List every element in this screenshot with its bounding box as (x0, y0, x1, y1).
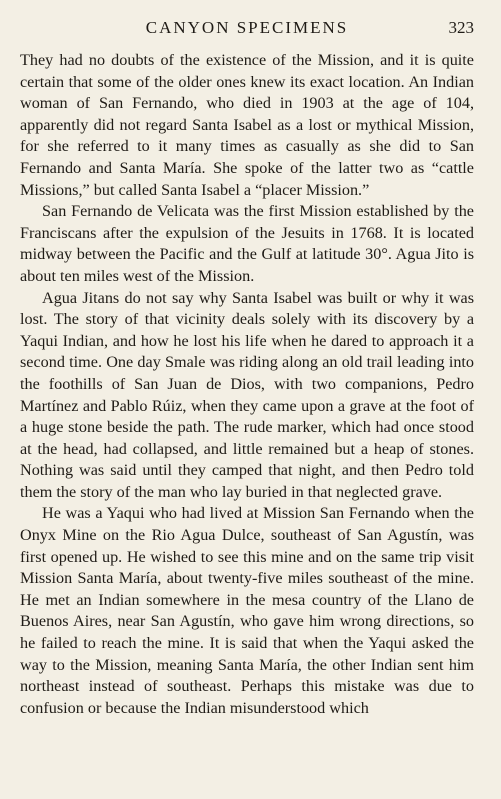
page-number: 323 (448, 18, 474, 37)
paragraph: He was a Yaqui who had lived at Mission San Fernando when the Onyx Mine on the Rio Agua Dulce, southeast of San Agustín, was first opened up. He wished to see this mine and on the same trip visit Mission Santa María, about twenty-five miles southeast of the mine. He met an Indian somewhere in the mesa country of the Llano de Buenos Aires, near San Agustín, who gave him wrong directions, so he failed to reach the mine. It is said that when the Yaqui asked the way to the Mission, meaning Santa María, the other Indian sent him northeast instead of southeast. Perhaps this mistake was due to confusion or because the Indian misunderstood which (20, 504, 474, 717)
body-text (20, 50, 474, 719)
paragraph: Agua Jitans do not say why Santa Isabel was built or why it was lost. The story of that vicinity deals solely with its discovery by a Yaqui Indian, and how he lost his life when he dared to approach it a second time. One day Smale was riding along an old trail leading into the foothills of San Juan de Dios, with two companions, Pedro Martínez and Pablo Rúiz, when they came upon a grave at the foot of a huge stone beside the path. The rude marker, which had once stood at the head, had collapsed, and little remained but a heap of stones. Nothing was said until they camped that night, and then Pedro told them the story of the man who lay buried in that neglected grave. (20, 288, 474, 501)
running-title: CANYON SPECIMENS (145, 18, 349, 37)
paragraph: They had no doubts of the existence of the Mission, and it is quite certain that some of the older ones knew its exact location. An Indian woman of San Fernando, who died in 1903 at the age of 104, apparently did not regard Santa Isabel as a lost or mythical Mission, for she referred to it many times as casually as she did to San Fernando and Santa María. She spoke of the latter two as “cattle Missions,” but called Santa Isabel a “placer Mission.” (20, 51, 474, 199)
running-header (20, 18, 474, 46)
paragraph: San Fernando de Velicata was the first Mission established by the Franciscans after the expulsion of the Jesuits in 1768. It is located midway between the Pacific and the Gulf at latitude 30°. Agua Jito is about ten miles west of the Mission. (20, 202, 474, 285)
